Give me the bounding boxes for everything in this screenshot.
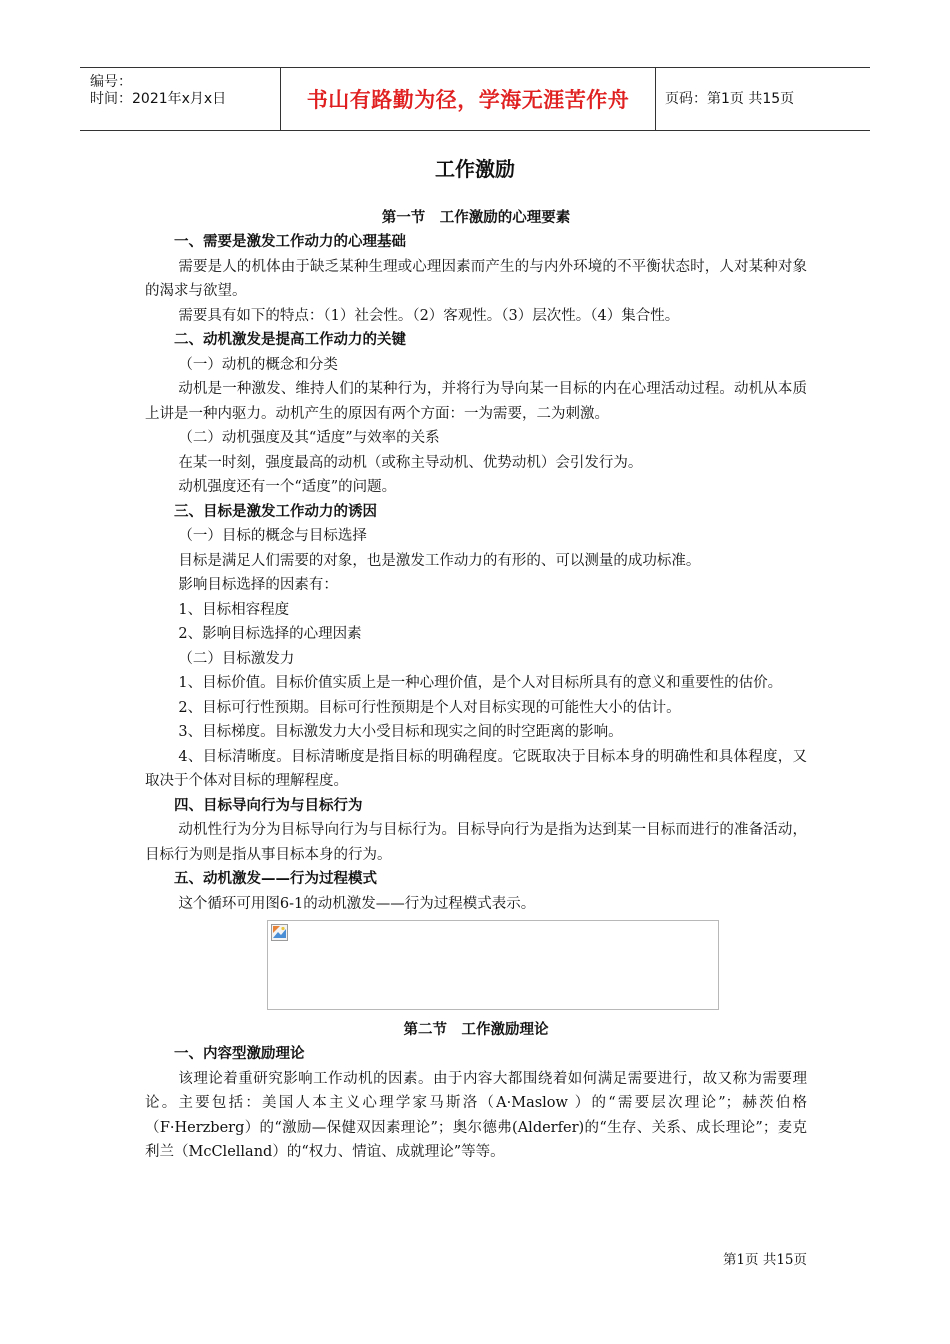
paragraph: 动机是一种激发、维持人们的某种行为，并将行为导向某一目标的内在心理活动过程。动机从本质上讲是一种内驱力。动机产生的原因有两个方面：一为需要，二为刺激。 xyxy=(145,381,807,422)
paragraph: 目标是满足人们需要的对象，也是激发工作动力的有形的、可以测量的成功标准。 xyxy=(178,552,701,569)
paragraph: （二）目标激发力 xyxy=(178,650,295,667)
page-footer: 第1页 共15页 xyxy=(722,1252,807,1268)
paragraph: 这个循环可用图6-1的动机激发——行为过程模式表示。 xyxy=(178,895,536,912)
subheading: 五、动机激发——行为过程模式 xyxy=(174,871,377,887)
paragraph: 动机性行为分为目标导向行为与目标行为。目标导向行为是指为达到某一目标而进行的准备活动，目标行为则是指从事目标本身的行为。 xyxy=(145,822,807,863)
paragraph: 该理论着重研究影响工作动机的因素。由于内容大都围绕着如何满足需要进行，故又称为需要理论。主要包括：美国人本主义心理学家马斯洛（A·Maslow ）的“需要层次理论”；赫茨伯格（F·Herzberg）的“激励—保健双因素理论”；奥尔德弗(Alderfer)的“生存、关系、成长理论”；麦克利兰（McClelland）的“权力、情谊、成就理论”等等。 xyxy=(145,1070,807,1160)
paragraph: （二）动机强度及其“适度”与效率的关系 xyxy=(178,430,440,446)
section-heading: 第一节 工作激励的心理要素 xyxy=(381,210,571,226)
paragraph: 1、目标相容程度 xyxy=(178,601,290,618)
section-heading: 第二节 工作激励理论 xyxy=(403,1022,549,1038)
header-page-cell xyxy=(655,68,870,130)
paragraph: 需要是人的机体由于缺乏某种生理或心理因素而产生的与内外环境的不平衡状态时，人对某种对象的渴求与欲望。 xyxy=(145,258,807,299)
subheading: 三、目标是激发工作动力的诱因 xyxy=(174,503,377,520)
paragraph: （一）动机的概念和分类 xyxy=(178,356,338,373)
paragraph: 3、目标梯度。目标激发力大小受目标和现实之间的时空距离的影响。 xyxy=(178,724,623,740)
page-header xyxy=(80,67,870,131)
paragraph: （一）目标的概念与目标选择 xyxy=(178,528,367,544)
header-motto-cell xyxy=(280,68,656,130)
header-meta xyxy=(80,68,280,130)
broken-image-icon xyxy=(271,924,288,941)
paragraph: 需要具有如下的特点：（1）社会性。（2）客观性。（3）层次性。（4）集合性。 xyxy=(178,307,680,324)
document-title: 工作激励 xyxy=(435,157,515,181)
paragraph: 1、目标价值。目标价值实质上是一种心理价值，是个人对目标所具有的意义和重要性的估价。 xyxy=(178,675,783,691)
subheading: 二、动机激发是提高工作动力的关键 xyxy=(174,332,406,348)
paragraph: 2、影响目标选择的心理因素 xyxy=(178,626,362,642)
paragraph: 2、目标可行性预期。目标可行性预期是个人对目标实现的可能性大小的估计。 xyxy=(178,699,681,716)
subheading: 一、内容型激励理论 xyxy=(174,1046,305,1062)
subheading: 四、目标导向行为与目标行为 xyxy=(174,797,363,814)
number-label: 编号： xyxy=(90,74,132,90)
subheading: 一、需要是激发工作动力的心理基础 xyxy=(174,234,406,250)
section-2-body xyxy=(145,1042,807,1165)
paragraph: 在某一时刻，强度最高的动机（或称主导动机、优势动机）会引发行为。 xyxy=(178,454,643,471)
document-body xyxy=(145,206,807,1165)
header-page-label: 页码：第1页 共15页 xyxy=(665,91,795,107)
figure-placeholder xyxy=(267,920,719,1010)
paragraph: 动机强度还有一个“适度”的问题。 xyxy=(178,479,397,495)
paragraph: 影响目标选择的因素有： xyxy=(178,577,338,593)
section-1-body xyxy=(145,230,807,916)
paragraph: 4、目标清晰度。目标清晰度是指目标的明确程度。它既取决于目标本身的明确性和具体程度，又取决于个体对目标的理解程度。 xyxy=(145,748,807,789)
date-label: 时间：2021年x月x日 xyxy=(90,91,227,107)
motto-text: 书山有路勤为径，学海无涯苦作舟 xyxy=(306,88,630,112)
